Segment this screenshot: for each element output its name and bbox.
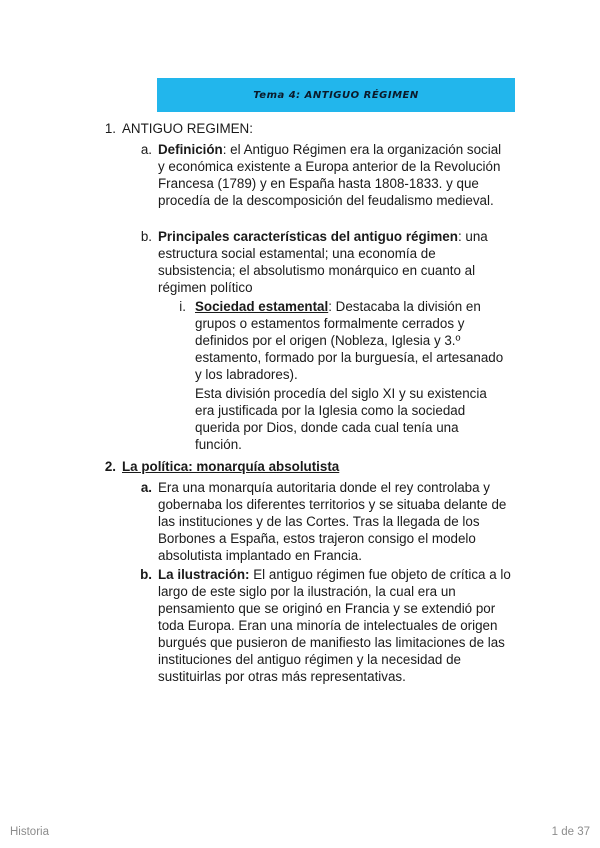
- item-1bi-paragraph-2: Esta división procedía del siglo XI y su existencia era justificada por la Iglesia como la sociedad querida por Dios, donde cada cual tenía una función.: [195, 386, 487, 452]
- term-definicion: Definición: [158, 142, 223, 157]
- item-2b-ilustracion: La ilustración: El antiguo régimen fue objeto de crítica a lo largo de este siglo por la ilustración, la cual era un pensamiento que se originó en Francia y se extendió por toda Europa. Eran una minoría de intelectuales de origen burgués que pusieron de manifiesto las limitaciones de las instituciones del antiguo régimen y la necesidad de sustituirlas por otras más representativas.: [158, 567, 511, 684]
- section-1-number: 1.: [104, 121, 116, 136]
- term-caracteristicas: Principales características del antiguo régimen: [158, 229, 458, 244]
- item-1b-caracteristicas: Principales características del antiguo régimen: una estructura social estamental; una economía de subsistencia; el absolutismo monárquico en cuanto al régimen político: [158, 229, 488, 295]
- footer-page-number: 1 de 37: [551, 826, 590, 838]
- item-1bi-marker: i.: [179, 299, 186, 314]
- term-ilustracion: La ilustración:: [158, 567, 250, 582]
- section-2-number: 2.: [104, 459, 116, 474]
- item-2a-monarquia: Era una monarquía autoritaria donde el rey controlaba y gobernaba los diferentes territorios y se situaba delante de las instituciones y de las Cortes. Tras la llegada de los Borbones a España, estos trajeron consigo el modelo absolutista implantado en Francia.: [158, 480, 507, 563]
- section-2-title: La política: monarquía absolutista: [122, 459, 340, 474]
- item-1b-marker: b.: [140, 229, 152, 244]
- item-1a-marker: a.: [140, 142, 152, 157]
- title-banner: [157, 78, 515, 112]
- item-1bi-sociedad: Sociedad estamental: Destacaba la división en grupos o estamentos formalmente cerrados y definidos por el origen (Nobleza, Iglesia y 3.º estamento, formado por la burguesía, el artesanado y los labradores).: [195, 299, 504, 382]
- term-sociedad-estamental: Sociedad estamental: [195, 299, 329, 314]
- footer-subject: Historia: [10, 826, 49, 838]
- item-2a-marker: a.: [140, 480, 152, 495]
- section-1-title: ANTIGUO REGIMEN:: [122, 121, 253, 136]
- item-1a-definicion: Definición: el Antiguo Régimen era la organización social y económica existente a Europa anterior de la Revolución Francesa (1789) y en España hasta 1808-1833. y que procedía de la descomposición del feudalismo medieval.: [158, 142, 502, 208]
- document-title: Tema 4: ANTIGUO RÉGIMEN: [253, 89, 419, 101]
- item-2b-marker: b.: [140, 567, 152, 582]
